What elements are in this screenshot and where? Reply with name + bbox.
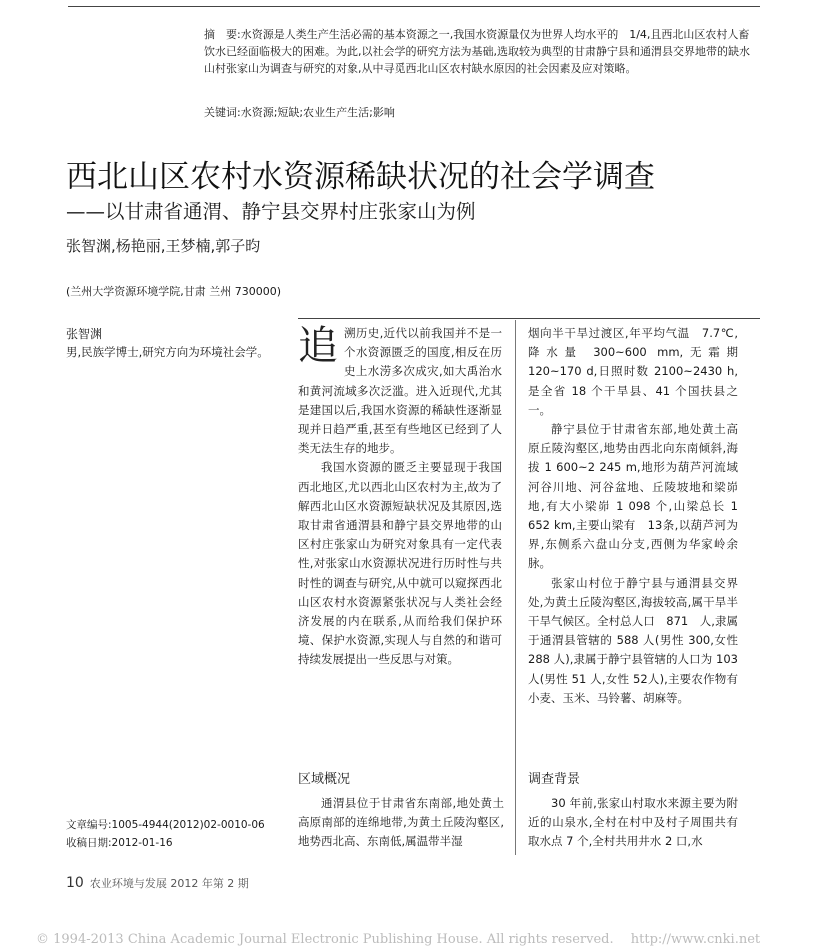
paragraph: 静宁县位于甘肃省东部,地处黄土高原丘陵沟壑区,地势由西北向东南倾斜,海拔 1 600~2 245 m,地形为葫芦河流域河谷川地、河谷盆地、丘陵坡地和梁峁地,有大小梁峁 1 098 个,山梁总长 1 652 km,主要山梁有 13条,以葫芦河为界,东侧系六盘山分支,西侧为华家岭余脉。 bbox=[528, 422, 738, 571]
article-subtitle: ——以甘肃省通渭、静宁县交界村庄张家山为例 bbox=[66, 200, 476, 223]
paragraph: 我国水资源的匮乏主要显现于我国西北地区,尤以西北山区农村为主,故为了解西北山区水资源短缺状况及其原因,选取甘肃省通渭县和静宁县交界地带的山区村庄张家山为研究对象具有一定代表性,对张家山水资源状况进行历时性与共时性的调查与研究,从中就可以窥探西北山区农村水资源紧张状况与人类社会经济发展的内在联系,从而给我们保护环境、保护水资源,实现人与自然的和谐可持续发展提出一些反思与对策。 bbox=[298, 460, 502, 667]
keywords bbox=[204, 104, 752, 121]
keywords-text: 水资源;短缺;农业生产生活;影响 bbox=[240, 106, 395, 119]
article-title: 西北山区农村水资源稀缺状况的社会学调查 bbox=[66, 159, 655, 195]
paragraph: 通渭县位于甘肃省东南部,地处黄土高原南部的连绵地带,为黄土丘陵沟壑区,地势西北高、东南低,属温带半湿 bbox=[298, 796, 504, 849]
section-heading-region: 区域概况 bbox=[298, 772, 351, 787]
paragraph-text: 溯历史,近代以前我国并不是一个水资源匮乏的国度,相反在历史上水涝多次成灾,如大禹治水和黄河流域多次泛滥。进入近现代,尤其是建国以后,我国水资源的稀缺性逐渐显现并日趋严重,甚至有些地区已经到了人类无法生存的地步。 bbox=[298, 326, 502, 456]
abstract-text: 水资源是人类生产生活必需的基本资源之一,我国水资源量仅为世界人均水平的 1/4,且西北山区农村人畜饮水已经面临极大的困难。为此,以社会学的研究方法为基础,选取较为典型的甘肃静宁县和通渭县交界地带的缺水山村张家山为调查与研究的对象,从中寻觅西北山区农村缺水原因的社会因素及应对策略。 bbox=[204, 28, 750, 75]
section-rule bbox=[298, 318, 760, 319]
abstract-label: 摘 要: bbox=[204, 28, 241, 41]
keywords-label: 关键词: bbox=[204, 106, 241, 119]
dropcap: 追 bbox=[298, 323, 338, 369]
section-heading-background: 调查背景 bbox=[528, 772, 581, 787]
paragraph bbox=[298, 324, 502, 458]
article-number: 文章编号:1005-4944(2012)02-0010-06 bbox=[66, 819, 265, 831]
paragraph: 张家山村位于静宁县与通渭县交界处,为黄土丘陵沟壑区,海拔较高,属干旱半干旱气候区。全村总人口 871 人,隶属于通渭县管辖的 588 人(男性 300,女性 288 人),隶属于静宁县管辖的人口为 103 人(男性 51 人,女性 52人),主要农作物有小麦、玉米、马铃薯、胡麻等。 bbox=[528, 575, 738, 705]
author-note-bio: 男,民族学博士,研究方向为环境社会学。 bbox=[66, 345, 269, 359]
top-rule bbox=[68, 6, 760, 7]
authors: 张智渊,杨艳丽,王梦楠,郭子昀 bbox=[66, 237, 261, 255]
copyright-watermark: © 1994-2013 China Academic Journal Electronic Publishing House. All rights reserved. http://www.cnki.net bbox=[36, 932, 761, 947]
paragraph: 烟向半干旱过渡区,年平均气温 7.7℃,降水量 300~600 mm,无霜期 120~170 d,日照时数 2100~2430 h,是全省 18 个干旱县、41 个国扶县之一。 bbox=[528, 326, 738, 417]
column-divider bbox=[515, 320, 516, 855]
section-region-text bbox=[298, 794, 504, 852]
affiliation: (兰州大学资源环境学院,甘肃 兰州 730000) bbox=[66, 285, 282, 298]
body-column-1 bbox=[298, 324, 502, 670]
received-date: 收稿日期:2012-01-16 bbox=[66, 837, 173, 849]
author-note-name: 张智渊 bbox=[66, 327, 103, 341]
abstract bbox=[204, 26, 752, 77]
body-column-2 bbox=[528, 324, 738, 708]
journal-issue: 农业环境与发展 2012 年第 2 期 bbox=[89, 877, 249, 890]
page-number: 10 bbox=[66, 875, 84, 891]
page-footer bbox=[66, 876, 249, 891]
section-background-text bbox=[528, 794, 738, 852]
paragraph: 30 年前,张家山村取水来源主要为附近的山泉水,全村在村中及村子周围共有取水点 7 个,全村共用井水 2 口,水 bbox=[528, 796, 738, 849]
